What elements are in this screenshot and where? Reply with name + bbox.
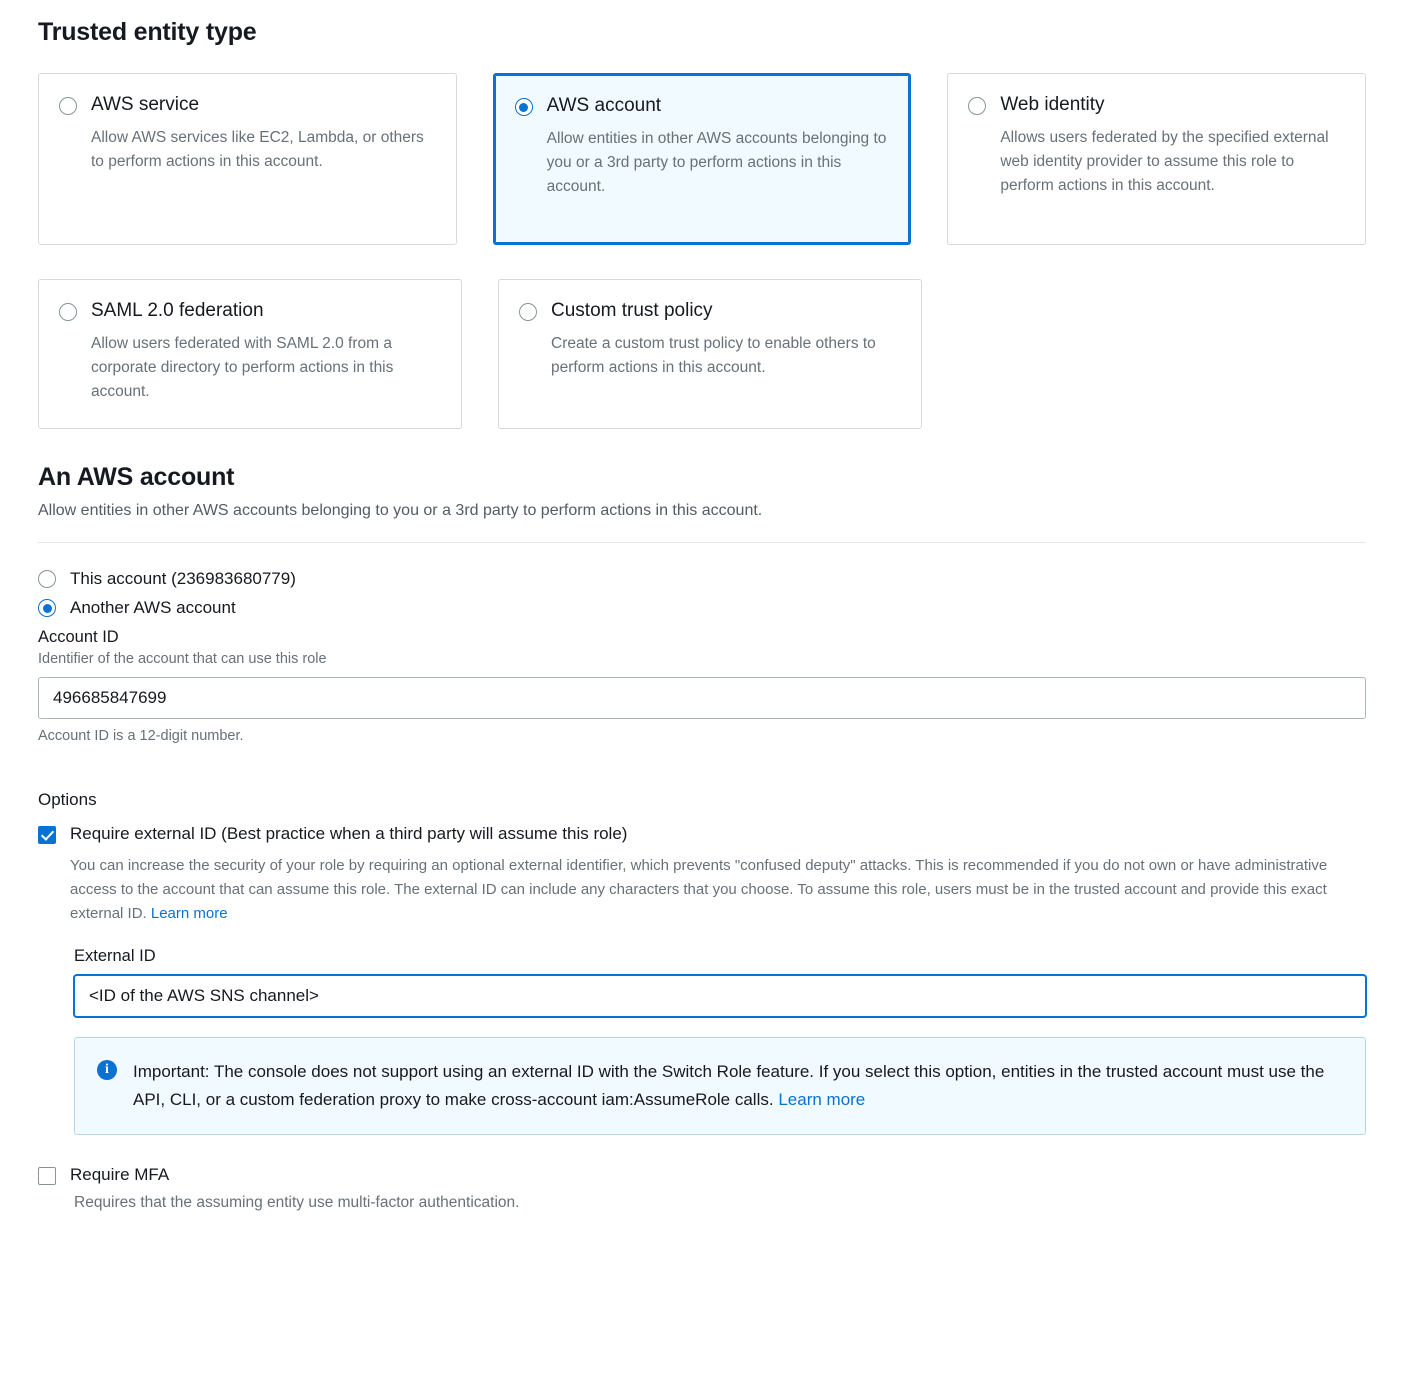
card-body-aws-service: [91, 94, 434, 174]
card-title-aws-service: AWS service: [91, 94, 200, 115]
card-body-custom-trust-policy: [551, 300, 899, 380]
trusted-entity-card-custom-trust-policy[interactable]: [498, 279, 922, 429]
require-mfa-description: Requires that the assuming entity use multi-factor authentication.: [74, 1193, 520, 1211]
radio-aws-account[interactable]: [515, 98, 533, 116]
card-title-web-identity: Web identity: [1000, 94, 1105, 115]
an-aws-account-title: An AWS account: [38, 463, 235, 491]
trusted-entity-card-aws-service[interactable]: [38, 73, 457, 245]
account-id-label: Account ID: [38, 628, 119, 646]
external-id-info-alert-text: [133, 1058, 1343, 1113]
account-id-hint: Identifier of the account that can use this role: [38, 651, 327, 667]
radio-custom-trust-policy[interactable]: [519, 303, 537, 321]
trusted-entity-card-web-identity[interactable]: [947, 73, 1366, 245]
trusted-entity-card-aws-account[interactable]: [493, 73, 912, 245]
card-desc-web-identity: Allows users federated by the specified external web identity provider to assume this role to perform actions in this account.: [1000, 128, 1329, 194]
require-external-id-row[interactable]: [38, 824, 1366, 925]
require-external-id-description: [70, 854, 1366, 925]
radio-this-account[interactable]: [38, 570, 56, 588]
require-mfa-checkbox[interactable]: [38, 1167, 56, 1185]
external-id-info-alert-message: Important: The console does not support using an external ID with the Switch Role feature. If you select this option, entities in the trusted account must use the API, CLI, or a custom federation proxy to make cross-account iam:AssumeRole calls.: [133, 1062, 1325, 1109]
require-external-id-label: Require external ID (Best practice when a third party will assume this role): [70, 824, 628, 843]
options-heading: Options: [38, 790, 97, 809]
option-this-account[interactable]: [38, 569, 1366, 589]
require-external-id-checkbox[interactable]: [38, 826, 56, 844]
label-this-account: This account (236983680779): [70, 569, 296, 588]
alert-learn-more-link[interactable]: Learn more: [778, 1089, 866, 1109]
external-id-info-alert: [74, 1037, 1366, 1134]
info-icon: i: [97, 1060, 117, 1080]
card-body-saml-federation: [91, 300, 439, 404]
card-title-custom-trust-policy: Custom trust policy: [551, 300, 713, 321]
radio-aws-service[interactable]: [59, 97, 77, 115]
card-desc-custom-trust-policy: Create a custom trust policy to enable others to perform actions in this account.: [551, 334, 876, 376]
account-id-note: Account ID is a 12-digit number.: [38, 728, 244, 744]
require-mfa-label: Require MFA: [70, 1164, 170, 1184]
card-desc-aws-service: Allow AWS services like EC2, Lambda, or others to perform actions in this account.: [91, 128, 424, 170]
radio-saml-federation[interactable]: [59, 303, 77, 321]
card-title-saml-federation: SAML 2.0 federation: [91, 300, 264, 321]
section-divider: [38, 542, 1366, 543]
an-aws-account-description: Allow entities in other AWS accounts belonging to you or a 3rd party to perform actions in this account.: [38, 502, 763, 519]
card-body-aws-account: [547, 95, 888, 199]
external-id-label: External ID: [74, 947, 156, 966]
card-body-web-identity: [1000, 94, 1343, 198]
card-title-aws-account: AWS account: [546, 95, 662, 116]
external-id-input[interactable]: [74, 975, 1366, 1017]
card-desc-saml-federation: Allow users federated with SAML 2.0 from a corporate directory to perform actions in this account.: [91, 334, 394, 400]
external-id-field-group: [74, 947, 1366, 1134]
option-another-aws-account[interactable]: [38, 598, 1366, 618]
label-another-aws-account: Another AWS account: [70, 598, 236, 617]
require-mfa-checkbox-row[interactable]: [38, 1165, 1366, 1185]
page-title: Trusted entity type: [38, 18, 257, 46]
radio-web-identity[interactable]: [968, 97, 986, 115]
external-id-learn-more-link[interactable]: Learn more: [150, 904, 228, 922]
require-external-id-description-text: You can increase the security of your role by requiring an optional external identifier, which prevents "confused deputy" attacks. This is recommended if you do not own or have administrative access to the account that can assume this role. The external ID can include any characters that you choose. To assume this role, users must be in the trusted account and provide this exact external ID.: [70, 857, 1328, 922]
require-external-id-content: [70, 824, 1366, 925]
require-mfa-row[interactable]: [38, 1165, 1366, 1212]
card-desc-aws-account: Allow entities in other AWS accounts belonging to you or a 3rd party to perform actions in this account.: [546, 129, 887, 195]
account-id-input[interactable]: [38, 677, 1366, 719]
trusted-entity-card-row-2: [38, 279, 1366, 429]
trusted-entity-card-row-1: [38, 73, 1366, 245]
radio-another-aws-account[interactable]: [38, 599, 56, 617]
trusted-entity-card-saml-federation[interactable]: [38, 279, 462, 429]
